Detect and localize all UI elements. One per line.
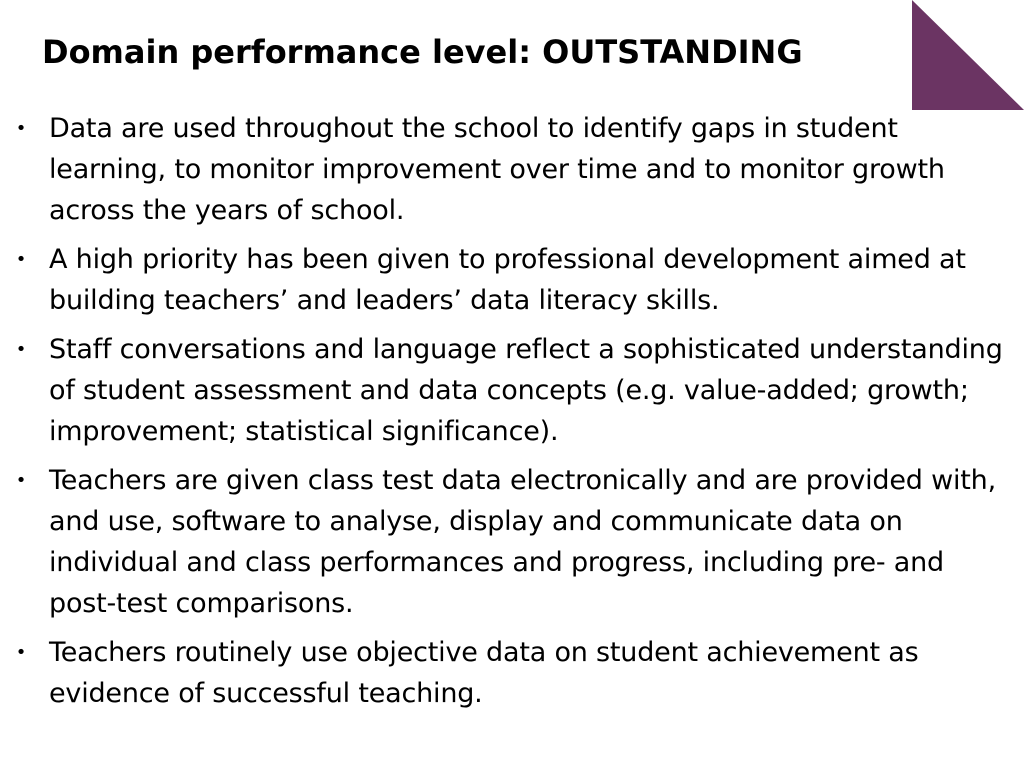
bullet-text: Teachers routinely use objective data on student achievement as evidence of successful teaching. — [49, 637, 919, 709]
bullet-item — [14, 632, 1014, 714]
bullet-item — [14, 239, 1014, 321]
bullet-text: Staff conversations and language reflect a sophisticated understanding of student assessment and data concepts (e.g. value-added; growth; improvement; statistical significance). — [49, 334, 1003, 447]
bullet-item — [14, 329, 1014, 452]
bullet-marker: • — [15, 642, 27, 663]
bullet-text: Teachers are given class test data electronically and are provided with, and use, software to analyse, display and communicate data on individual and class performances and progress, including pre- and post-test comparisons. — [49, 465, 996, 619]
corner-triangle-decoration — [912, 0, 1024, 110]
bullet-item — [14, 108, 1014, 231]
corner-triangle-shape — [912, 0, 1024, 110]
slide-title: Domain performance level: OUTSTANDING — [42, 33, 803, 71]
bullet-text: Data are used throughout the school to identify gaps in student learning, to monitor improvement over time and to monitor growth across the years of school. — [49, 113, 945, 226]
bullet-marker: • — [15, 339, 27, 360]
bullet-text: A high priority has been given to professional development aimed at building teachers’ and leaders’ data literacy skills. — [49, 244, 966, 316]
bullet-item — [14, 460, 1014, 624]
bullet-marker: • — [15, 249, 27, 270]
bullet-marker: • — [15, 470, 27, 491]
bullet-list — [14, 108, 1014, 722]
bullet-marker: • — [15, 118, 27, 139]
